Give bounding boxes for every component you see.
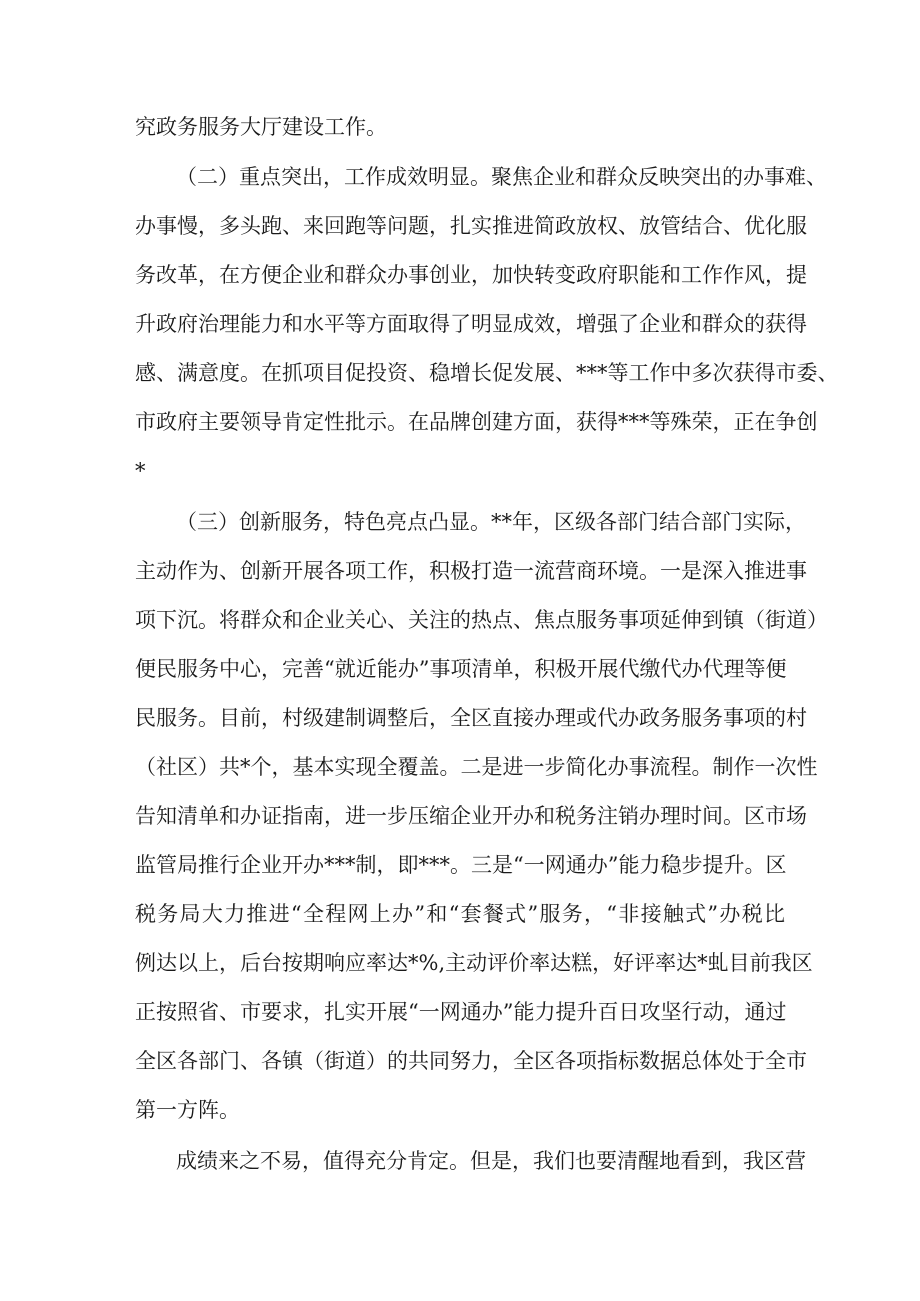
text-line: 成绩来之不易，值得充分肯定。但是，我们也要清醒地看到，我区营: [176, 1149, 806, 1173]
text-line: （二）重点突出，工作成效明显。聚焦企业和群众反映突出的办事难、: [176, 165, 827, 189]
text-line: 告知清单和办证指南，进一步压缩企业开办和税务注销办理时间。区市场: [135, 804, 807, 828]
text-line: 感、满意度。在抓项目促投资、稳增长促发展、***等工作中多次获得市委、: [135, 361, 839, 385]
text-line: 究政务服务大厅建设工作。: [135, 115, 387, 139]
text-line: 全区各部门、各镇（街道）的共同努力，全区各项指标数据总体处于全市: [135, 1049, 807, 1073]
text-line: 监管局推行企业开办***制，即***。三是“一网通办”能力稳步提升。区: [135, 853, 787, 877]
text-line: 民服务。目前，村级建制调整后，全区直接办理或代办政务服务事项的村: [135, 706, 807, 730]
text-line: 便民服务中心，完善“就近能办”事项清单，积极开展代缴代办代理等便: [135, 657, 787, 681]
text-line: 正按照省、市要求，扎实开展“一网通办”能力提升百日攻坚行动，通过: [135, 1000, 787, 1024]
text-line: *: [135, 459, 146, 483]
text-line: 务改革，在方便企业和群众办事创业，加快转变政府职能和工作作风，提: [135, 263, 807, 287]
text-line: 市政府主要领导肯定性批示。在品牌创建方面，获得***等殊荣，正在争创: [135, 410, 818, 434]
text-line: （社区）共*个，基本实现全覆盖。二是进一步简化办事流程。制作一次性: [135, 755, 818, 779]
text-line: 第一方阵。: [135, 1098, 240, 1122]
text-line: （三）创新服务，特色亮点凸显。**年，区级各部门结合部门实际，: [176, 510, 806, 534]
text-line: 主动作为、创新开展各项工作，积极打造一流营商环境。一是深入推进事: [135, 559, 807, 583]
text-line: 办事慢，多头跑、来回跑等问题，扎实推进简政放权、放管结合、优化服: [135, 214, 807, 238]
text-line: 例达以上，后台按期响应率达*%,主动评价率达糕，好评率达*虬目前我区: [135, 951, 813, 975]
text-line: 项下沉。将群众和企业关心、关注的热点、焦点服务事项延伸到镇（街道）: [135, 608, 828, 632]
text-line: 升政府治理能力和水平等方面取得了明显成效，增强了企业和群众的获得: [135, 312, 807, 336]
text-line: 税务局大力推进“全程网上办”和“套餐式”服务，“非接触式”办税比: [135, 902, 785, 926]
